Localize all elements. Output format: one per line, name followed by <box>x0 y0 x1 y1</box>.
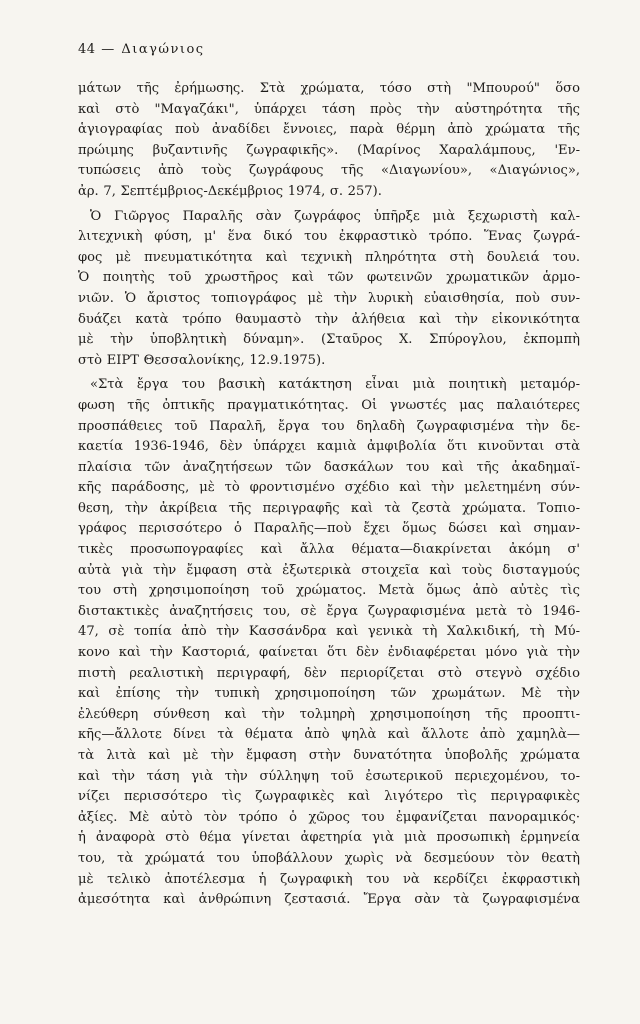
paragraph-2 <box>78 207 580 372</box>
text-line: ἀξίες. Μὲ αὐτὸ τὸν τρόπο ὁ χῶρος του ἐμφανίζεται πανοραμικός· <box>78 809 580 825</box>
text-line: προσπάθειες τοῦ Παραλῆ, ἔργα του δηλαδὴ ζωγραφισμένα τὴν δε- <box>78 418 580 434</box>
text-line: διστακτικὲς ἀναζητήσεις του, σὲ ἔργα ζωγραφισμένα μετὰ τὸ 1946- <box>78 603 580 619</box>
text-line: ἁγιογραφίας ποὺ ἀναδίδει ἔννοιες, παρὰ θέρμη ἀπὸ χρώματα τῆς <box>78 122 580 138</box>
text-line: νίζει περισσότερο τὶς ζωγραφικὲς καὶ λιγότερο τὶς περιγραφικὲς <box>78 789 580 805</box>
text-line: μὲ τελικὸ ἀποτέλεσμα ἡ ζωγραφικὴ του νὰ κερδίζει ἐκφραστικὴ <box>78 871 580 887</box>
text-line: φος μὲ πνευματικότητα καὶ τεχνικὴ πληρότητα στὴ δουλειά του. <box>78 249 580 265</box>
text-line: καετία 1936-1946, δὲν ὑπάρχει καμιὰ ἀμφιβολία ὅτι κινοῦνται στὰ <box>78 439 580 455</box>
text-line: κονο καὶ τὴν Καστοριά, φαίνεται ὅτι δὲν ἐνδιαφέρεται μόνο γιὰ τὴν <box>78 645 580 661</box>
text-line: πρώιμης βυζαντινῆς ζωγραφικῆς». (Μαρίνος Χαραλάμπους, 'Εν- <box>78 142 580 158</box>
text-line: Ὁ ποιητὴς τοῦ χρωστῆρος καὶ τῶν φωτεινῶν χρωματικῶν ἁρμο- <box>78 270 580 286</box>
paragraph-1 <box>78 79 580 203</box>
running-head <box>78 42 580 57</box>
text-line: στὸ ΕΙΡΤ Θεσσαλονίκης, 12.9.1975). <box>78 352 326 368</box>
text-line: κῆς παράδοσης, μὲ τὸ φροντισμένο σχέδιο καὶ τὴν μελετημένη σύν- <box>78 480 580 496</box>
text-line: Ὁ Γιῶργος Παραλῆς σὰν ζωγράφος ὑπῆρξε μιὰ ξεχωριστὴ καλ- <box>90 208 580 224</box>
text-line: του, τὰ χρώματά του ὑποβάλλουν χωρὶς νὰ δεσμεύουν τὸν θεατὴ <box>78 850 580 866</box>
text-line: ἀμεσότητα καὶ ἀνθρώπινη ζεστασιά. Ἔργα σὰν τὰ ζωγραφισμένα <box>78 892 580 908</box>
text-line: ἐλεύθερη σύνθεση καὶ τὴν τολμηρὴ χρησιμοποίηση τῆς προοπτι- <box>78 706 580 722</box>
text-line: πιστὴ ρεαλιστικὴ περιγραφή, δὲν περιορίζεται στὸ στεγνὸ σχέδιο <box>78 665 580 681</box>
text-line: νιῶν. Ὁ ἄριστος τοπιογράφος μὲ τὴν λυρικὴ εὐαισθησία, ποὺ συν- <box>78 290 580 306</box>
text-line: ἡ ἀναφορὰ στὸ θέμα γίνεται ἀφετηρία γιὰ μιὰ προσωπικὴ ἑρμηνεία <box>78 830 580 846</box>
text-line: κῆς—ἄλλοτε δίνει τὰ θέματα ἀπὸ ψηλὰ καὶ ἄλλοτε ἀπὸ χαμηλὰ— <box>78 727 580 743</box>
text-line: καὶ ἐπίσης τὴν τυπικὴ χρησιμοποίηση τῶν χρωμάτων. Μὲ τὴν <box>78 686 580 702</box>
journal-title: Διαγώνιος <box>121 42 205 57</box>
text-line: καὶ στὸ "Μαγαζάκι", ὑπάρχει τάση πρὸς τὴν αὐστηρότητα τῆς <box>78 101 580 117</box>
text-line: «Στὰ ἔργα του βασικὴ κατάκτηση εἶναι μιὰ ποιητικὴ μεταμόρ- <box>90 377 580 393</box>
paragraph-3 <box>78 375 580 910</box>
text-line: ἀρ. 7, Σεπτέμβριος-Δεκέμβριος 1974, σ. 257). <box>78 183 382 199</box>
running-head-separator: — <box>101 42 116 57</box>
text-line: φωση τῆς ὀπτικῆς πραγματικότητας. Οἱ γνωστές μας παλαιότερες <box>78 397 580 413</box>
text-line: του στὴ χρησιμοποίηση τοῦ χρώματος. Μετὰ ὅμως ἀπὸ αὐτὲς τὶς <box>78 583 580 599</box>
text-line: τικὲς προσωπογραφίες καὶ ἄλλα θέματα—διακρίνεται ἀκόμη σ' <box>78 542 580 558</box>
text-line: πλαίσια τῶν ἀναζητήσεων τῶν δασκάλων του καὶ τῆς ἀκαδημαϊ- <box>78 459 580 475</box>
text-line: 47, σὲ τοπία ἀπὸ τὴν Κασσάνδρα καὶ γενικὰ τὴ Χαλκιδική, τὴ Μύ- <box>78 624 580 640</box>
text-line: τὰ λιτὰ καὶ μὲ τὴν ἔμφαση στὴν δυνατότητα ὑποβολῆς χρώματα <box>78 748 580 763</box>
text-line: λιτεχνικὴ φύση, μ' ἕνα δικό του ἐκφραστικὸ τρόπο. Ἕνας ζωγρά- <box>78 229 580 245</box>
text-line: θεση, τὴν ἀκρίβεια τῆς περιγραφῆς καὶ τὰ ζεστὰ χρώματα. Τοπιο- <box>78 500 580 516</box>
text-line: καὶ τὴν τάση γιὰ τὴν σύλληψη τοῦ ἐσωτερικοῦ περιεχομένου, το- <box>78 768 580 784</box>
text-line: μάτων τῆς ἐρήμωσης. Στὰ χρώματα, τόσο στὴ "Μπουρού" ὅσο <box>78 81 580 96</box>
text-line: αὐτὰ γιὰ τὴν ἔμφαση στὰ ἐξωτερικὰ στοιχεῖα καὶ τοὺς δισταγμούς <box>78 562 580 578</box>
text-line: τυπώσεις ἀπὸ τοὺς ζωγράφους τῆς «Διαγωνίου», «Διαγώνιος», <box>78 163 580 179</box>
text-line: γράφος περισσότερο ὁ Παραλῆς—ποὺ ἔχει ὅμως δώσει καὶ σημαν- <box>78 521 580 537</box>
page-number: 44 <box>78 42 96 57</box>
text-line: δυάζει κατὰ τρόπο θαυμαστὸ τὴν ἀλήθεια καὶ τὴν εἰκονικότητα <box>78 311 580 327</box>
text-line: μὲ τὴν ὑποβλητικὴ δύναμη». (Σταῦρος Χ. Σπύρογλου, ἐκπομπὴ <box>78 332 580 348</box>
